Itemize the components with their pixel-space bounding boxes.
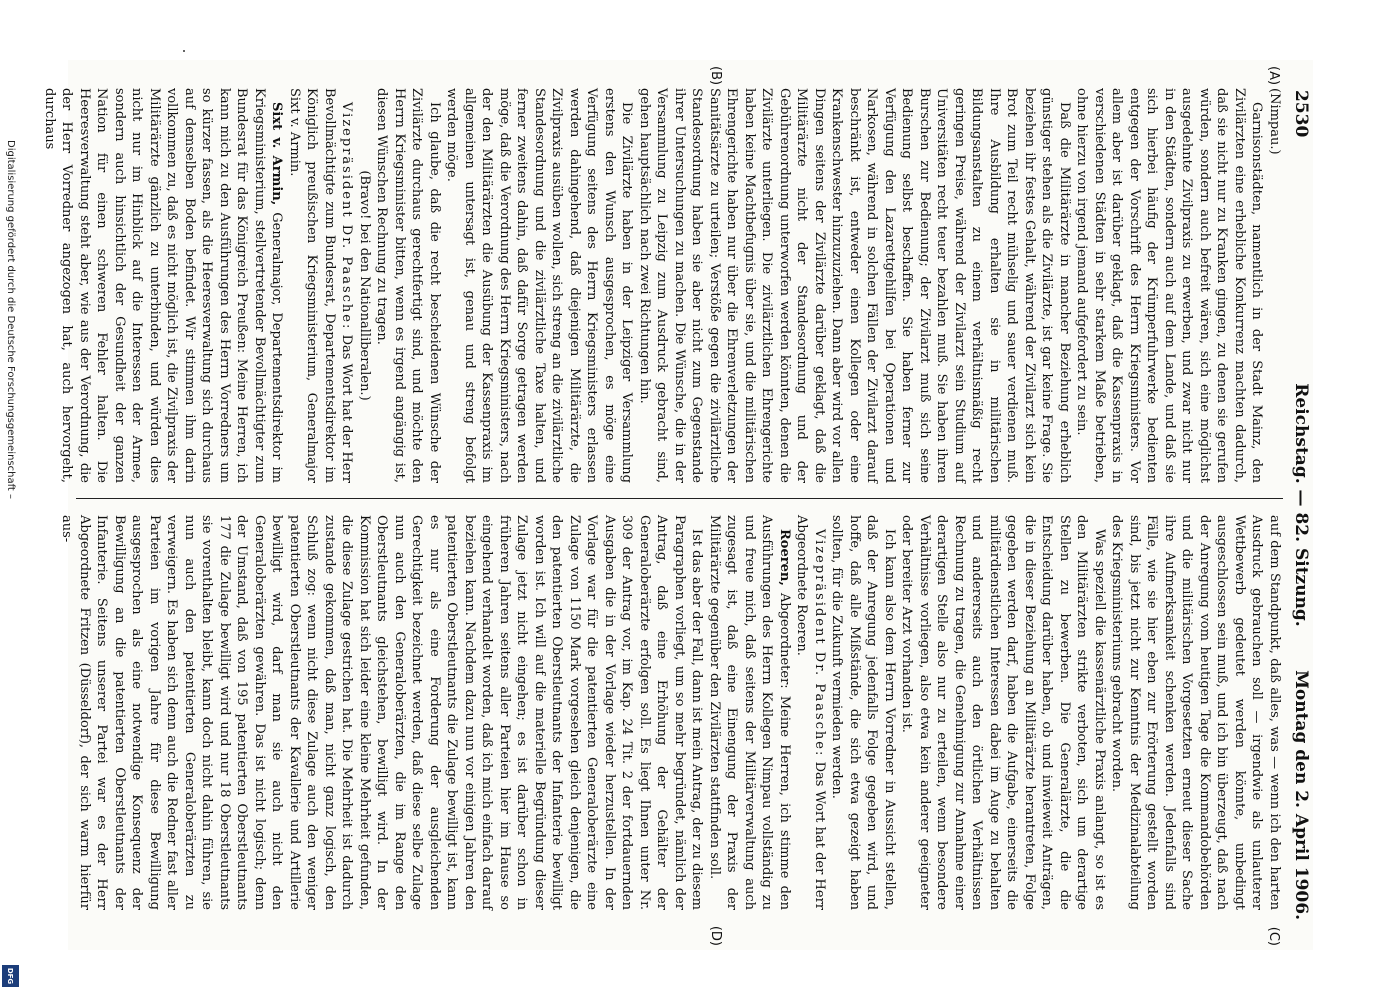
statement-text: Das Wort hat der Herr Abgeordnete Roeren.: [794, 515, 827, 910]
sixt-statement: [41, 88, 286, 483]
paragraph: Ich glaube, daß die recht bescheidenen Wünsche der Zivilärzte durchaus gerechtfertigt sind, und möchte den Herrn Kriegsminister bitten, wenn es irgend angängig ist, diesen Wünschen Rechnung zu tragen.: [374, 88, 442, 483]
speaker-title: Abgeordneter:: [777, 593, 792, 689]
paragraph: Ich kann also dem Herrn Vorredner in Aussicht stellen, daß der Anregung jedenfalls Folge gegeben wird, und hoffe, daß alle Mißstände, die sich etwa gezeigt haben sollten, für die Zukunft vermieden werden.: [829, 515, 897, 910]
page-title: Reichstag. — 82. Sitzung.: [1291, 383, 1311, 627]
logo-text: DFG: [6, 967, 15, 985]
paragraph: auf dem Standpunkt, daß alles, was — wenn ich den harten Ausdruck gebrauchen soll — irgendwie als unlauterer Wettbewerb gedeutet werden könnte, unbedingt ausgeschlossen sein muß, und ich bin überzeugt, daß nach der Anregung vom heutigen Tage die Kommandobehörden und die militärischen Vorgesetzten erneut dieser Sache ihre Aufmerksamkeit schenken werden. Jedenfalls sind Fälle, wie sie hier eben zur Erörterung gestellt worden sind, bis jetzt nicht zur Kenntnis der Medizinalabteilung des Kriegsministeriums gebracht worden.: [1109, 515, 1282, 910]
session-date: Montag den 2. April 1906.: [1291, 670, 1311, 920]
vice-president-statement: [793, 515, 828, 910]
rotated-scan-page: [42, 60, 1313, 950]
roeren-statement: [706, 515, 794, 910]
paragraph: Ist das aber der Fall, dann ist mein Antrag, der zu diesem Paragraphen vorliegt, um so mehr begründet, nämlich der Antrag, daß eine Erhöhung der Gehälter der Generaloberärzte erfolgen soll. Es liegt Ihnen unter Nr. 309 der Antrag vor, im Kap. 24 Tit. 2 der fortdauernden Ausgaben die in der Vorlage wieder herzustellen. In der Vorlage war für die patentierten Generaloberärzte eine Zulage von 1150 Mark vorgesehen gleich denjenigen, die den patentierten Oberstleutnants der Infanterie bewilligt worden ist. Ich will auf die materielle Begründung dieser Zulage jetzt nicht eingehen; es ist darüber schon in früheren Jahren seitens aller Parteien hier im Hause so eingehend verhandelt worden, daß ich mich einfach darauf beziehen kann. Nachdem dazu nun vor einigen Jahren den patentierten Oberstleutnants die Zulage bewilligt ist, kann es nur als eine Forderung der ausgleichenden Gerechtigkeit bezeichnet werden, daß diese selbe Zulage nun auch den Generaloberärzten, die im Range den Oberstleutnants gleichstehen, bewilligt wird. In der Kommission hat sich leider eine kleine Mehrheit gefunden, die diese Zulage gestrichen hat. Die Mehrheit ist dadurch zustande gekommen, daß man, nicht ganz logisch, den Schluß zog: wenn nicht diese Zulage auch den weniger patentierten Oberstleutnants der Kavallerie und Artillerie bewilligt wird, darf man sie auch nicht den Generaloberärzten gewähren. Das ist nicht logisch; denn der Umstand, daß von 195 patentierten Oberstleutnants 177 die Zulage bewilligt wird und nur 18 Oberstleutnants sie vorenthalten bleibt, kann doch nicht dahin führen, sie nun auch den patentierten Generaloberärzten zu verweigern. Es haben sich denn auch die Redner fast aller Parteien im vorigen Jahre für diese Bewilligung ausgesprochen als eine notwendige Konsequenz der Bewilligung an die patentierten Oberstleutnants der Infanterie. Seitens unserer Partei war es der Herr Abgeordnete Fritzen (Düsseldorf), der sich warm hierfür aus-: [59, 515, 705, 910]
column-divider: [76, 498, 1283, 499]
margin-marker-a: (A): [1266, 66, 1281, 86]
speaker-title: Generalmajor, Departementsdirektor im Kriegsministerium, stellvertretender Bevollmächtigter zum Bundesrat für das Königreich Preußen:: [234, 88, 285, 483]
speaker-tag: (Nimpau.): [1267, 88, 1282, 155]
speaker-name: Vizepräsident Dr. Paasche:: [812, 529, 827, 758]
statement-text: Meine Herren, ich kann mich zu den Ausführungen des Herrn Vorredners um so kürzer fassen, als die Heeresverwaltung sich durchaus auf demselben Boden befindet. Wir stimmen ihm darin vollkommen zu, daß es nicht möglich ist, die Zivilpraxis der Militärärzte gänzlich zu unterbinden, und würden dies nicht nur im Hinblick auf die Interessen der Armee, sondern auch hinsichtlich der Gesundheit der ganzen Nation für einen schweren Fehler halten. Die Heeresverwaltung steht aber, wie aus der Verordnung, die der Herr Vorredner angezogen hat, auch hervorgeht, durchaus: [42, 88, 250, 483]
statement-text: Das Wort hat der Herr Bevollmächtigte zum Bundesrat, Departementsdirektor im Königlich preußischen Kriegsministerium, Generalmajor Sixt v. Armin.: [287, 88, 355, 483]
margin-marker-b: (B): [708, 66, 723, 86]
paragraph: Garnisonstädten, namentlich in der Stadt Mainz, den Zivilärzten eine erhebliche Konkurrenz machten dadurch, daß sie nicht nur zu Kranken gingen, zu denen sie gerufen würden, sondern auch befreit wären, sich eine möglichst ausgedehnte Zivilpraxis zu erwerben, und zwar nicht nur in den Städten, sondern auch auf dem Lande, und daß sie sich hierbei häufig der Krümperfuhrwerke bedienten entgegen der Vorschrift des Herrn Kriegsministers. Vor allem aber ist darüber geklagt, daß die Kassenpraxis in verschiedenen Städten in sehr starkem Maße betrieben, ohne hierzu von irgend jemand aufgefordert zu sein.: [1074, 88, 1265, 483]
page-header: [1287, 90, 1313, 920]
page-number: 2530: [1291, 90, 1311, 138]
margin-marker-c: (C): [1266, 926, 1281, 946]
dfg-logo: [2, 965, 19, 987]
digitization-credit: [2, 140, 22, 980]
statement-text: Meine Herren, ich stimme den Ausführungen des Herrn Kollegen Nimpau vollständig zu und freue mich, daß seitens der Militärverwaltung auch zugesagt ist, daß eine Einengung der Praxis der Militärärzte gegenüber den Zivilärzten stattfinden soll.: [707, 515, 792, 910]
right-column: [59, 515, 1283, 910]
vice-president-statement: [286, 88, 356, 483]
paragraph: Die Zivilärzte haben in der Leipziger Versammlung erstens den Wunsch ausgesprochen, es möge eine Verfügung seitens des Herrn Kriegsministers erlassen werden dahingehend, daß diejenigen Militärärzte, die Zivilpraxis ausüben wollen, sich streng an die zivilärztliche Standesordnung und die zivilärztliche Taxe halten, und ferner zweitens dahin, daß dafür Sorge getragen werden möge, daß die Verordnung des Herrn Kriegsministers, nach der den Militärärzten die Ausübung der Kassenpraxis im allgemeinen untersagt ist, genau und streng befolgt werden möge.: [444, 88, 635, 483]
scan-speck: [183, 50, 185, 52]
left-column: [42, 88, 1283, 483]
paragraph: Was speziell die kassenärztliche Praxis anlangt, so ist es den Militärärzten strikte verboten, sich um derartige Stellen zu bewerben. Die Generalärzte, die die Entscheidung darüber haben, ob und inwieweit Anträgen, die in dieser Beziehung an Militärärzte herantreten, Folge gegeben werden darf, haben die Aufgabe, einerseits die militärdienstlichen Interessen dabei im Auge zu behalten und andererseits auch den örtlichen Verhältnissen Rechnung zu tragen, die Genehmigung zur Annahme einer derartigen Stelle also nur zu erteilen, wenn besondere Verhältnisse vorliegen, also etwa kein anderer geeigneter oder bereiter Arzt vorhanden ist.: [899, 515, 1107, 910]
speaker-name: Vizepräsident Dr. Paasche:: [339, 102, 355, 331]
paragraph: Daß die Militärärzte in mancher Beziehung erheblich günstiger stehen als die Zivilärzte, ist gar keine Frage. Sie beziehen ihr festes Gehalt, während der Zivilarzt sich kein Brot zum Teil recht mühselig und sauer verdienen muß. Ihre Ausbildung erhalten sie in militärischen Bildungsanstalten zu einem verhältnismäßig recht geringen Preise, während der Zivilarzt sein Studium auf Universitäten recht teuer bezahlen muß. Sie haben ihren Burschen zur Bedienung; der Zivilarzt muß sich seine Bedienung selbst beschaffen. Sie haben ferner zur Verfügung den Lazarettgehilfen bei Operationen und Narkosen, während in solchen Fällen der Zivilarzt darauf beschränkt ist, entweder einen Kollegen oder eine Krankenschwester hinzuzuziehen. Dann aber wird vor allen Dingen seitens der Zivilärzte darüber geklagt, daß die Militärärzte nicht der Standesordnung und der Gebührenordnung unterworfen werden könnten, denen die Zivilärzte unterliegen. Die zivilärztlichen Ehrengerichte haben keine Machtbefugnis über sie, und die militärischen Ehrengerichte haben nur über die Ehrenverletzungen der Sanitätsärzte zu urteilen; Verstöße gegen die zivilärztliche Standesordnung haben sie aber nicht zum Gegenstande ihrer Untersuchungen zu machen. Die Wünsche, die in der Versammlung zu Leipzig zum Ausdruck gebracht sind, gehen hauptsächlich nach zwei Richtungen hin.: [637, 88, 1072, 483]
speaker-name: Roeren,: [777, 529, 792, 586]
applause-note: (Bravo! bei den Nationalliberalen.): [357, 170, 372, 401]
credit-text: Digitalisierung gefördert durch die Deutsche Forschungsgemeinschaft –: [5, 140, 16, 500]
speaker-name: Sixt v. Armin,: [269, 102, 285, 206]
margin-marker-d: (D): [708, 925, 723, 946]
